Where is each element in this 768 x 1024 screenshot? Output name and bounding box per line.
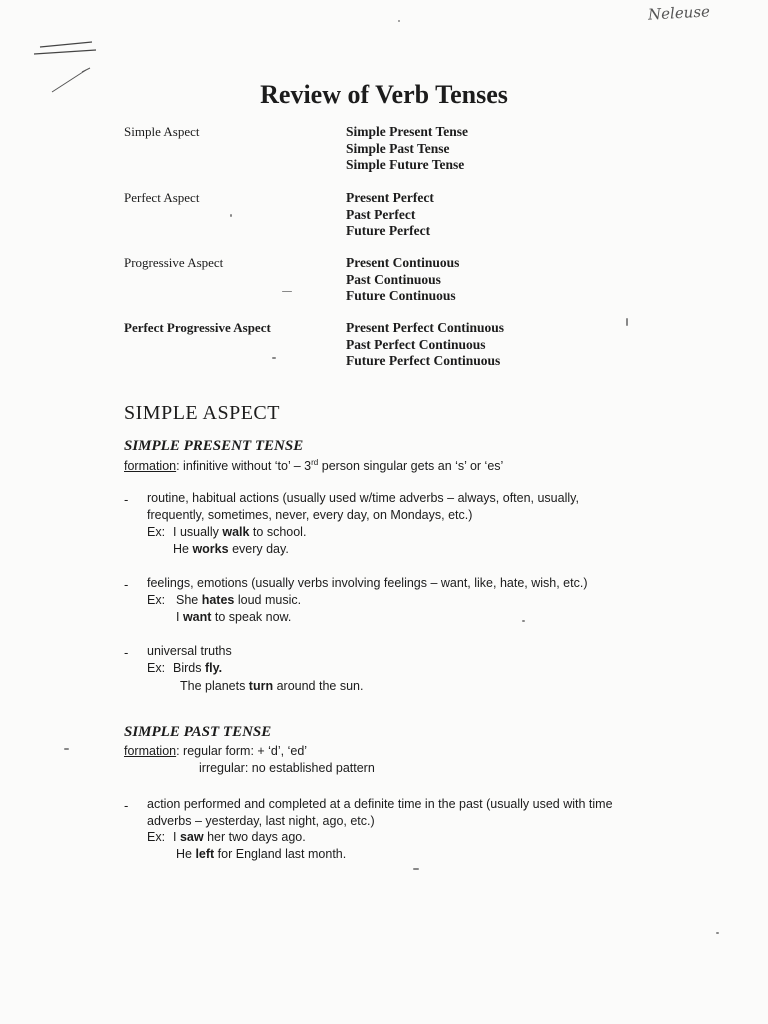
example-label: Ex: [147,593,166,607]
formation-rule [124,458,503,473]
tense-list [346,320,504,370]
formation-label: formation [124,744,177,758]
example-sentence: She hates loud music. [176,593,302,607]
formation-text: : regular form: + ‘d’, ‘ed’ [176,744,308,758]
usage-description [147,643,232,660]
example-label: Ex: [147,661,166,675]
aspect-label: Perfect Progressive Aspect [124,320,271,335]
subsection-heading: SIMPLE PAST TENSE [124,724,272,740]
example-sentence: I saw her two days ago. [173,830,306,844]
handwritten-note: Neleuse [647,2,711,24]
example-sentence: Birds fly. [173,661,223,675]
usage-description [147,575,588,592]
section-heading: SIMPLE ASPECT [124,402,280,424]
formation-label: formation [124,459,177,474]
scan-speck [272,357,276,359]
example-sentence: He left for England last month. [176,847,347,861]
example-sentence: The planets turn around the sun. [180,679,364,693]
scan-speck [413,868,419,870]
tense-item: Past Continuous [346,271,441,287]
tense-item: Present Perfect [346,190,434,205]
scan-speck [626,318,628,326]
usage-line: action performed and completed at a definite time in the past (usually used with time [147,797,613,811]
aspect-label: Progressive Aspect [124,255,224,270]
usage-description [147,796,613,830]
subsection-heading: SIMPLE PRESENT TENSE [124,438,304,454]
formation-text: : infinitive without ‘to’ – 3 [176,459,312,474]
aspect-label: Perfect Aspect [124,190,200,205]
bullet-dash: - [124,492,129,507]
scan-speck [716,932,719,934]
usage-line: frequently, sometimes, never, every day, on Mondays, etc.) [147,508,473,522]
tense-list [346,124,468,174]
example-label: Ex: [147,830,166,844]
usage-line: feelings, emotions (usually verbs involving feelings – want, like, hate, wish, etc.) [147,576,588,590]
formation-text: person singular gets an ‘s’ or ‘es’ [318,459,504,474]
tense-item: Future Perfect [346,223,431,238]
aspect-label: Simple Aspect [124,124,200,139]
tense-item: Future Perfect Continuous [346,353,501,368]
bullet-dash: - [124,798,129,813]
tense-item: Simple Present Tense [346,124,469,139]
tense-item: Present Perfect Continuous [346,320,504,335]
formation-rule [124,744,307,758]
tense-item: Present Continuous [346,255,460,270]
scan-speck [230,214,232,217]
bullet-dash: - [124,577,129,592]
usage-line: adverbs – yesterday, last night, ago, etc.) [147,814,375,828]
example-sentence: He works every day. [173,542,289,556]
formation-irregular: irregular: no established pattern [199,761,375,775]
example-sentence: I usually walk to school. [173,525,307,539]
tense-list [346,255,459,305]
tense-list [346,190,434,240]
tense-item: Simple Past Tense [346,140,450,156]
scan-speck [64,748,69,750]
usage-line: routine, habitual actions (usually used w/time adverbs – always, often, usually, [147,491,579,505]
page-title: Review of Verb Tenses [260,80,508,109]
example-label: Ex: [147,525,166,539]
usage-description [147,490,579,524]
tense-item: Simple Future Tense [346,157,465,172]
scan-speck [522,620,525,622]
tense-item: Past Perfect [346,206,416,222]
tense-item: Past Perfect Continuous [346,336,486,352]
usage-line: universal truths [147,644,232,658]
tense-item: Future Continuous [346,288,456,303]
scan-speck [398,20,400,22]
bullet-dash: - [124,645,129,660]
scan-speck [282,291,292,292]
formation-superscript: rd [311,458,319,467]
example-sentence: I want to speak now. [176,610,292,624]
